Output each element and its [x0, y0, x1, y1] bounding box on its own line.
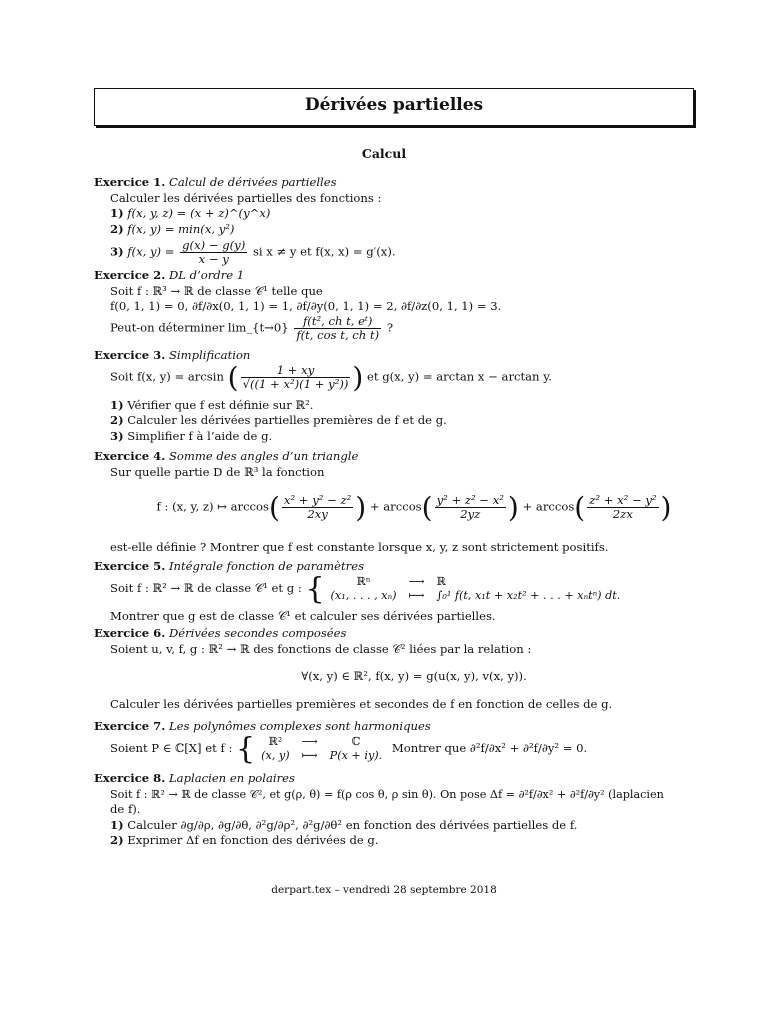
title-box	[94, 88, 694, 126]
formula: ⟶	[301, 734, 318, 748]
denominator: f(t, cos t, ch t)	[296, 327, 380, 342]
denominator: x − y	[198, 252, 229, 266]
display-formula: ∀(x, y) ∈ ℝ², f(x, y) = g(u(x, y), v(x, y)).	[301, 669, 527, 683]
exercise-8	[94, 771, 734, 849]
numerator: y² + z² − x²	[436, 493, 504, 507]
page-title: Dérivées partielles	[304, 95, 484, 115]
exercise-text: Calculer les dérivées partielles premières de f et de g.	[127, 413, 447, 427]
formula: ⟶	[408, 574, 425, 588]
exercise-6	[94, 626, 734, 712]
exercise-text: Vérifier que f est définie sur ℝ².	[127, 397, 314, 412]
exercise-name: Simplification	[168, 348, 251, 362]
denominator: √((1 + x²)(1 + y²))	[242, 376, 349, 391]
formula: Soit f(x, y) = arcsin	[110, 369, 224, 383]
exercise-text: Montrer que g est de classe 𝒞¹ et calculer ses dérivées partielles.	[110, 608, 496, 623]
formula: (x, y)	[261, 748, 290, 762]
exercise-2	[94, 268, 734, 342]
exercise-text: Soit f : ℝ² → ℝ de classe 𝒞², et g(ρ, θ) = f(ρ cos θ, ρ sin θ). On pose Δf = ∂²f/∂x² + ∂²f/∂y² (laplacien	[110, 787, 664, 801]
map-definition	[255, 735, 388, 763]
formula: ℝ	[436, 574, 446, 588]
exercise-7: Exercice 7. Les polynômes complexes sont harmoniques Soient P ∈ ℂ[X] et f : { ℝ² ⟶ ℂ (x, y) ⟼ P(x + iy). Montrer que ∂²f/∂x² + ∂²f/∂y² = 0.	[94, 719, 588, 766]
formula: + arccos	[522, 499, 575, 514]
exercise-text: Soient u, v, f, g : ℝ² → ℝ des fonctions de classe 𝒞² liées par la relation :	[110, 641, 532, 656]
enum-label: 1)	[110, 817, 124, 832]
exercise-text: f(0, 1, 1) = 0, ∂f/∂x(0, 1, 1) = 1, ∂f/∂y(0, 1, 1) = 2, ∂f/∂z(0, 1, 1) = 3.	[110, 299, 502, 313]
display-formula: f : (x, y, z) ↦ arccos( $\frac{\text{x² + y² − z²}}{2xy}$ ) + arccos( $\frac{\text{y² + z² − x²}}{2yz}$ ) + arccos( $\frac{\text{z² + x² − y²}}{2zx}$ )	[156, 490, 672, 524]
exercise-label: Exercice 1.	[94, 175, 166, 189]
formula: ⟼	[408, 588, 425, 602]
formula: Peut-on déterminer lim_{t→0}	[110, 320, 289, 334]
exercise-label: Exercice 5.	[94, 559, 166, 573]
enum-label: 2)	[110, 413, 124, 427]
formula: Soient P ∈ ℂ[X] et f :	[110, 740, 233, 755]
enum-label: 1)	[110, 397, 124, 412]
enum-label: 3)	[110, 428, 124, 443]
exercise-3: Exercice 3. Simplification Soit f(x, y) = arcsin ( $\frac{1 + xy}{\text{√((1 + x²)(1 + y²))}}$ ) et g(x, y) = arctan x − arctan y. 1) Vérifier que f est définie sur ℝ². 2) Calculer les dérivées partielles premières de f et de g. 3) Simplifier f à l’aide de g.	[94, 348, 552, 443]
formula: f(x, y) =	[127, 244, 175, 259]
exercise-text: de f).	[110, 802, 141, 816]
enum-label: 2)	[110, 833, 124, 847]
formula: P(x + iy).	[329, 748, 383, 762]
exercise-label: Exercice 3.	[94, 348, 166, 362]
numerator: f(t², ch t, eᵗ)	[294, 315, 381, 329]
exercise-label: Exercice 2.	[94, 268, 166, 282]
exercise-5: Exercice 5. Intégrale fonction de paramètres Soit f : ℝ² → ℝ de classe 𝒞¹ et g : { ℝⁿ ⟶ ℝ (x₁, . . . , xₙ) ⟼ ∫₀¹ f(t, x₁t + x₂t² + . . . + xₙtⁿ) dt. Montrer que g est de classe 𝒞¹ et calculer ses dérivées partielles.	[94, 559, 734, 624]
exercise-text: Sur quelle partie D de ℝ³ la fonction	[110, 464, 325, 479]
formula: et g(x, y) = arctan x − arctan y.	[367, 369, 552, 383]
formula: ⟼	[301, 748, 318, 762]
formula: ℝⁿ	[356, 574, 371, 588]
exercise-text: Calculer les dérivées partielles premières et secondes de f en fonction de celles de g.	[110, 696, 613, 711]
fraction	[180, 239, 247, 266]
fraction	[435, 494, 506, 521]
exercise-name: Les polynômes complexes sont harmoniques	[168, 719, 431, 733]
exercise-label: Exercice 6.	[94, 626, 166, 640]
formula: + arccos	[369, 499, 422, 514]
formula: f : (x, y, z) ↦ arccos	[156, 499, 269, 514]
formula: ∫₀¹ f(t, x₁t + x₂t² + . . . + xₙtⁿ) dt.	[436, 588, 621, 602]
denominator: 2yz	[460, 507, 481, 521]
fraction	[241, 364, 351, 391]
formula: ℝ²	[268, 734, 283, 748]
exercise-name: Laplacien en polaires	[168, 771, 295, 785]
exercise-label: Exercice 8.	[94, 771, 166, 785]
map-definition	[325, 575, 627, 603]
formula: si x ≠ y et f(x, x) = g′(x).	[252, 244, 396, 259]
numerator: x² + y² − z²	[283, 493, 352, 507]
exercise-text: Calculer ∂g/∂ρ, ∂g/∂θ, ∂²g/∂ρ², ∂²g/∂θ² en fonction des dérivées partielles de f.	[127, 817, 578, 832]
exercise-text: Soit f : ℝ³ → ℝ de classe 𝒞¹ telle que	[110, 283, 323, 298]
denominator: 2xy	[307, 507, 328, 521]
denominator: 2zx	[612, 507, 633, 521]
section-heading: Calcul	[361, 146, 407, 161]
exercise-text: Simplifier f à l’aide de g.	[127, 428, 273, 443]
fraction	[587, 494, 658, 521]
exercise-name: DL d’ordre 1	[168, 268, 245, 282]
formula: f(x, y) = min(x, y²)	[127, 221, 235, 236]
fraction	[294, 315, 381, 342]
numerator: z² + x² − y²	[589, 493, 657, 507]
formula: ℂ	[351, 734, 361, 748]
exercise-name: Somme des angles d’un triangle	[168, 449, 359, 463]
formula: (x₁, . . . , xₙ)	[330, 588, 397, 602]
exercise-text: Calculer les dérivées partielles des fonctions :	[110, 190, 382, 205]
formula: ?	[386, 320, 394, 334]
exercise-text: est-elle définie ? Montrer que f est constante lorsque x, y, z sont strictement positifs.	[110, 540, 609, 554]
fraction	[282, 494, 353, 521]
exercise-1	[94, 175, 734, 266]
page-footer: derpart.tex – vendredi 28 septembre 2018	[271, 884, 497, 896]
formula: Soit f : ℝ² → ℝ de classe 𝒞¹ et g :	[110, 580, 302, 595]
numerator: 1 + xy	[241, 364, 351, 378]
exercise-name: Intégrale fonction de paramètres	[168, 559, 365, 573]
exercise-label: Exercice 7.	[94, 719, 166, 733]
enum-label: 3)	[110, 244, 124, 259]
exercise-name: Calcul de dérivées partielles	[168, 175, 337, 189]
exercise-4	[94, 449, 734, 556]
formula: Montrer que ∂²f/∂x² + ∂²f/∂y² = 0.	[391, 740, 588, 755]
formula: f(x, y, z) = (x + z)^(y^x)	[127, 206, 271, 220]
numerator: g(x) − g(y)	[182, 238, 246, 252]
exercise-name: Dérivées secondes composées	[168, 626, 347, 640]
enum-label: 2)	[110, 221, 124, 236]
exercise-text: Exprimer Δf en fonction des dérivées de g.	[127, 833, 379, 847]
exercise-label: Exercice 4.	[94, 449, 166, 463]
enum-label: 1)	[110, 206, 124, 220]
